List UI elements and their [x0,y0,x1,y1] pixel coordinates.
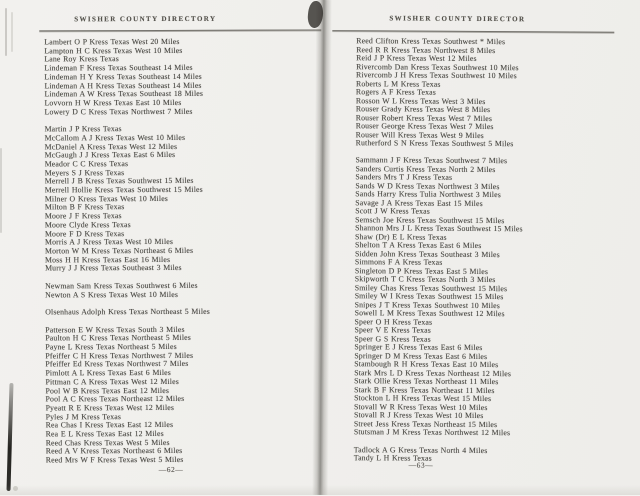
directory-entry: Tadlock A G Kress Texas North 4 Miles [353,444,488,455]
directory-entry: Lovvorn H W Kress Texas East 10 Miles [44,97,182,108]
directory-entry: Shaw (Dr) E L Kress Texas [355,232,447,242]
directory-entry: Pyeatt R E Kress Texas West 12 Miles [45,402,175,413]
directory-entry: Stark Ollie Kress Texas Northeast 11 Miles [354,376,499,387]
directory-entry: Newton A S Kress Texas West 10 Miles [45,289,179,299]
page-number-right: —63— [408,460,434,470]
directory-entry: Reed Clifton Kress Texas Southwest * Miles [356,36,506,47]
directory-entry: Savage J A Kress Texas East 15 Miles [355,198,483,208]
directory-entry: Springer E J Kress Texas East 6 Miles [354,342,483,353]
directory-entry: Sanders Mrs T J Kress Texas [355,172,453,183]
directory-entry: Lindeman A W Kress Texas Southeast 18 Miles [44,89,204,99]
directory-entry: Rea Chas I Kress Texas East 12 Miles [45,420,174,430]
scan-artifact-edge-mark [13,486,18,491]
directory-entry: Pimlott A L Kress Texas East 6 Miles [45,368,171,378]
directory-entry: Smiley Chas Kress Texas Southwest 15 Miles [354,283,508,293]
directory-entry: Pyles J M Kress Texas [45,411,122,422]
directory-entry: Street Jess Kress Texas Northeast 15 Miles [353,418,498,429]
page-header-right: SWISHER COUNTY DIRECTOR [389,14,526,24]
directory-entry: Lindeman F Kress Texas Southeast 14 Miles [44,62,193,73]
directory-entry: Meyers S J Kress Texas [44,167,125,178]
entry-group [45,282,210,300]
directory-entry: Rivercomb Dan Kress Texas Southwest 10 Miles [356,61,519,72]
page-right [328,0,640,496]
directory-entry: Stark Mrs L D Kress Texas Northeast 12 Miles [354,368,512,378]
directory-entry: Snipes J T Kress Texas Southwest 10 Miles [354,300,501,310]
directory-entry: Morton W M Kress Texas Northeast 6 Miles [44,245,194,256]
directory-entry: Sanders Curtis Kress Texas North 2 Miles [355,164,496,174]
directory-entry: Lindeman H Y Kress Texas Southeast 14 Miles [44,71,202,82]
directory-entry: Stovall W R Kress Texas West 10 Miles [353,401,488,412]
directory-entry: Stutsman J M Kress Texas Northwest 12 Miles [353,427,511,438]
directory-entry: Scott J W Kress Texas [355,206,431,216]
directory-entry: Tandy L H Kress Texas [353,453,432,463]
directory-entry: McDaniel A Kress Texas West 12 Miles [44,141,178,151]
scan-artifact-edge-mark [11,12,13,52]
directory-entry: Merrell J B Kress Texas Southwest 15 Miles [44,176,194,186]
directory-entry: Moore F D Kress Texas [44,228,125,238]
directory-entry: Skipworth T C Kress Texas North 3 Miles [354,274,496,285]
directory-entry: Pool A C Kress Texas Northeast 12 Miles [45,394,185,404]
directory-entry: Rouser Robert Kress Texas West 7 Miles [355,112,493,123]
scan-artifact-edge-mark [5,8,7,56]
directory-entry: Reed R R Kress Texas Northwest 8 Miles [356,44,496,55]
directory-entry: Simmons F A Kress Texas [354,257,443,268]
directory-entry: Roberts L M Kress Texas [355,78,441,89]
directory-entry: Moss H H Kress Texas East 16 Miles [45,254,171,265]
directory-entry: Shelton T A Kress Texas East 6 Miles [354,240,482,251]
directory-entry: Stockton L H Kress Texas West 15 Miles [354,393,492,404]
entry-group [354,157,523,439]
directory-entry: Rutherford S N Kress Texas Southwest 5 Miles [355,138,514,149]
directory-entry: McCallom A J Kress Texas West 10 Miles [44,132,186,143]
directory-entry: Pittman C A Kress Texas West 12 Miles [45,376,179,387]
directory-entry: Rosson W L Kress Texas West 3 Miles [355,95,486,106]
directory-entry: Lane Roy Kress Texas [44,54,119,64]
directory-entries-right [354,37,524,464]
directory-entry: Sands W D Kress Texas Northwest 3 Miles [355,181,500,191]
directory-entry: Milner O Kress Texas West 10 Miles [44,193,169,204]
directory-entry: Paulton H C Kress Texas Northeast 5 Miles [45,333,191,343]
directory-entry: Smiley W I Kress Texas Southwest 15 Miles [354,291,504,302]
directory-entry: Murry J J Kress Texas Southeast 3 Miles [45,263,182,273]
directory-entry: Sammann J F Kress Texas Southwest 7 Miles [355,155,508,166]
entry-group [45,325,210,465]
directory-entry: Reed Mrs W F Kress Texas West 5 Miles [45,455,184,465]
directory-entry: Sands Harry Kress Tulia Northwest 3 Miles [355,189,501,200]
directory-entry: Meador C C Kress Texas [44,159,129,169]
directory-entry: Merrell Hollie Kress Texas Southwest 15 Miles [44,184,203,195]
directory-entry: Reed Chas Kress Texas West 5 Miles [45,437,170,448]
entry-group [45,125,210,274]
directory-entry: Springer D M Kress Texas East 6 Miles [354,351,488,361]
directory-entry: Stambough R H Kress Texas East 10 Miles [354,359,499,370]
directory-entry: Olsenhaus Adolph Kress Texas Northeast 5 Miles [45,306,210,317]
directory-entry: Lambert O P Kress Texas West 20 Miles [44,36,180,47]
directory-entry: Rouser George Kress Texas West 7 Miles [355,121,494,132]
page-number-left: —62— [158,464,184,475]
directory-entry: Reed A V Kress Texas Northeast 6 Miles [45,446,183,456]
header-rule-right [332,30,614,34]
entry-group [356,37,524,149]
directory-entry: McGaugh J J Kress Texas East 6 Miles [44,150,176,160]
directory-entry: Rivercomb J H Kress Texas Southwest 10 Miles [356,70,517,81]
directory-entry: Lindeman A H Kress Texas Southeast 14 Miles [44,80,202,90]
directory-entry: Stovall R J Kress Texas West 10 Miles [353,410,484,421]
entry-group [44,38,209,117]
directory-entry: Lampton H C Kress Texas West 10 Miles [44,45,183,56]
directory-entry: Shannon Mrs J L Kress Texas Southwest 15 Miles [355,223,523,234]
directory-entry: Morris A J Kress Texas West 10 Miles [44,237,174,247]
directory-entry: Sidden John Kress Texas Southeast 3 Miles [354,249,500,259]
directory-entry: Semsch Joe Kress Texas Southwest 15 Miles [355,215,505,225]
directory-entry: Payne L Kress Texas Northeast 5 Miles [45,341,177,352]
directory-entry: Speer G S Kress Texas [354,334,431,344]
directory-entry: Reid J P Kress Texas West 12 Miles [356,53,477,63]
directory-entry: Speer V E Kress Texas [354,325,432,335]
directory-entry: Rouser Will Kress Texas West 9 Miles [355,129,484,140]
entry-group [45,308,210,317]
header-rule-left [39,29,321,32]
directory-entries-left [44,38,210,465]
directory-entry: Newman Sam Kress Texas Southwest 6 Miles [45,280,198,291]
directory-entry: Pool W B Kress Texas East 12 Miles [45,385,170,395]
scan-artifact-edge-mark [0,148,2,233]
directory-entry: Sowell L M Kress Texas Southwest 12 Miles [354,308,505,319]
directory-entry: Speer O H Kress Texas [354,317,433,327]
entry-group [354,446,522,464]
directory-entry: Rea E L Kress Texas East 12 Miles [45,429,164,439]
directory-entry: Pfeiffer Ed Kress Texas Northwest 7 Miles [45,359,189,369]
directory-entry: Milton B F Kress Texas [44,202,125,212]
directory-entry: Moore Clyde Kress Texas [44,219,131,230]
directory-entry: Singleton D P Kress Texas East 5 Miles [354,266,489,276]
directory-entry: Rouser Grady Kress Texas West 8 Miles [355,104,491,115]
directory-entry: Moore J F Kress Texas [44,211,122,221]
directory-entry: Rogers A F Kress Texas [355,87,436,97]
directory-entry: Lowery D C Kress Texas Northwest 7 Miles [44,106,193,117]
directory-entry: Stark B F Kress Texas Northeast 11 Miles [354,385,495,395]
directory-entry: Pfeiffer C H Kress Texas Northwest 7 Miles [45,350,194,361]
page-header-left: SWISHER COUNTY DIRECTORY [74,14,217,24]
directory-entry: Martin J P Kress Texas [44,124,122,134]
directory-entry: Patterson E W Kress Texas South 3 Miles [45,324,185,334]
